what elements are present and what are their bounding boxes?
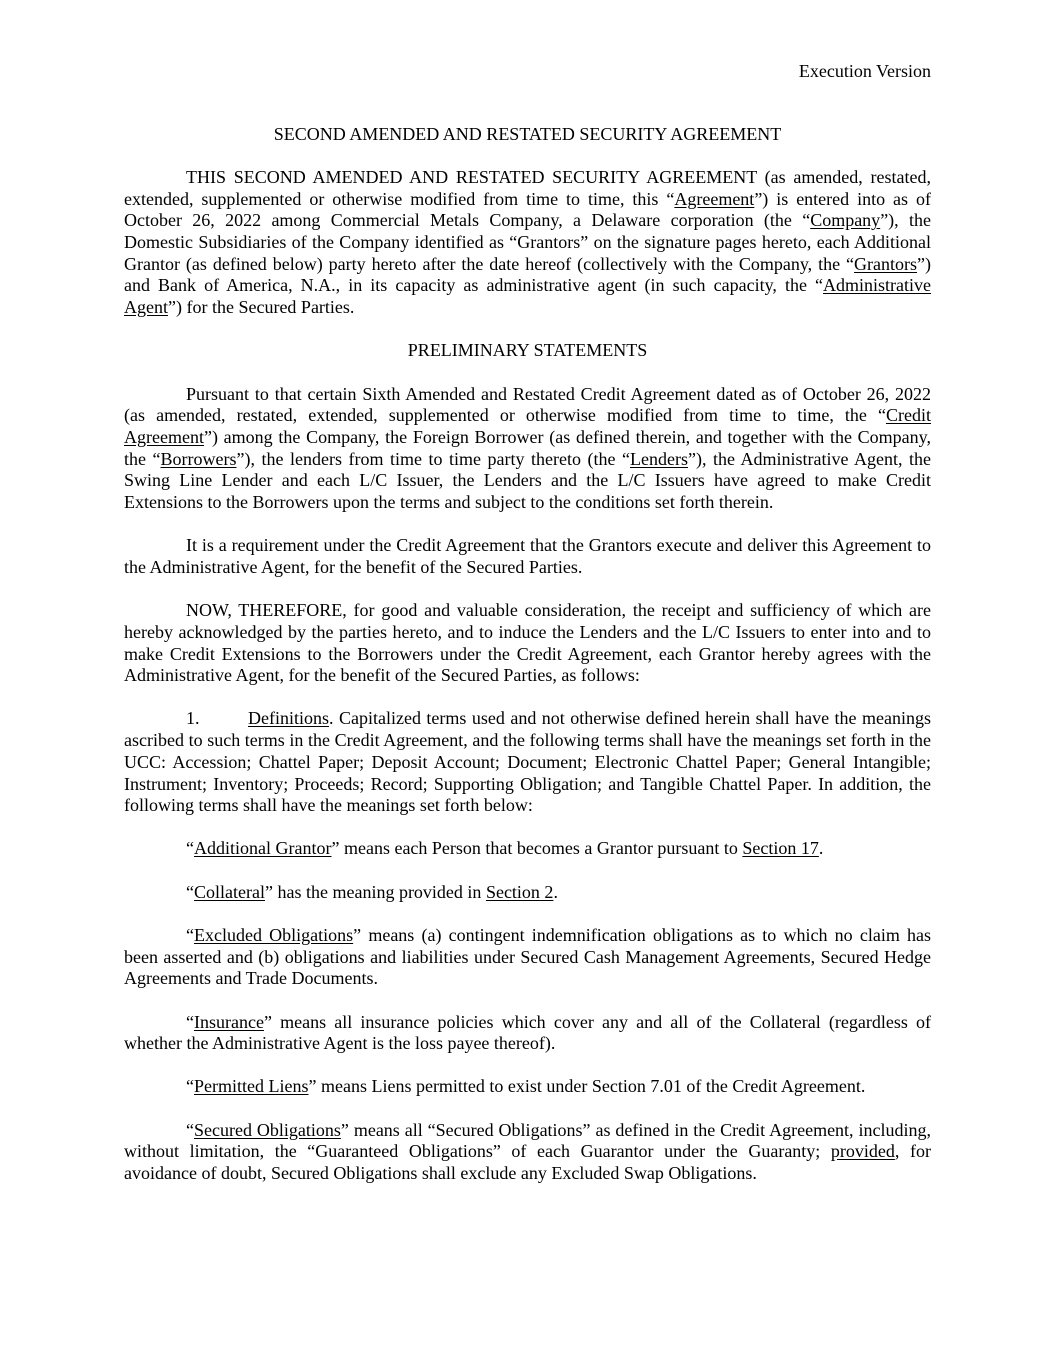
defined-term: provided	[830, 1141, 895, 1162]
text-run: ” means all insurance policies which cover any and all of the Collateral (regardless of whether the Administrative Agent is the loss payee thereof).	[124, 1011, 931, 1054]
defined-term: Collateral	[194, 881, 265, 902]
text-run: .	[553, 881, 558, 902]
text-run: ” means (a) contingent indemnification obligations as to which no claim has been asserted and (b) obligations and liabilities under Secured Cash Management Agreements, Secured Hedge Agreements and Trade Documents.	[124, 924, 931, 989]
defined-term: Section 17	[742, 838, 819, 859]
paragraph	[124, 167, 931, 319]
defined-term: Company	[810, 210, 881, 231]
text-run: ” means all “Secured Obligations” as defined in the Credit Agreement, including, without limitation, the “Guaranteed Obligations” of each Guarantor under the Guaranty;	[124, 1119, 931, 1162]
document-page	[124, 61, 931, 1206]
text-run: Pursuant to that certain Sixth Amended and Restated Credit Agreement dated as of October 26, 2022 (as amended, restated, extended, supplemented or otherwise modified from time to time, the “	[124, 383, 931, 426]
defined-term: Excluded Obligations	[194, 924, 354, 945]
text-run: ”), the lenders from time to time party thereto (the “	[236, 448, 630, 469]
text-run: It is a requirement under the Credit Agreement that the Grantors execute and deliver this Agreement to the Administrative Agent, for the benefit of the Secured Parties.	[124, 535, 931, 577]
text-run: ”) is entered into as of October 26, 2022 among Commercial Metals Company, a Delaware corporation (the “	[124, 188, 931, 231]
text-run: ” has the meaning provided in	[264, 881, 486, 902]
paragraph	[124, 925, 931, 990]
text-run: “	[186, 924, 194, 945]
document-body	[124, 167, 931, 1185]
text-run: “	[186, 1119, 194, 1140]
defined-term: Credit Agreement	[124, 405, 931, 447]
section-number: 1.	[186, 708, 200, 729]
paragraph	[124, 1076, 931, 1098]
text-run: ”) for the Secured Parties.	[168, 297, 355, 318]
text-run: . Capitalized terms used and not otherwise defined herein shall have the meanings ascribed to such terms in the Credit Agreement, and the following terms shall have the meanings set forth in the UCC: Accession; Chattel Paper; Deposit Account; Document; Electronic Chattel Paper; General Intangible; Instrument; Inventory; Proceeds; Record; Supporting Obligation; and Tangible Chattel Paper. In addition, the following terms shall have the meanings set forth below:	[124, 708, 931, 816]
text-run: “	[186, 881, 194, 902]
paragraph	[124, 1012, 931, 1055]
defined-term: Section 2	[485, 881, 554, 902]
defined-term: Grantors	[854, 253, 918, 274]
paragraph	[124, 1120, 931, 1185]
text-run: “	[186, 838, 194, 859]
execution-version-label: Execution Version	[798, 61, 931, 81]
text-run: THIS SECOND AMENDED AND RESTATED SECURITY AGREEMENT (as amended, restated, extended, supplemented or otherwise modified from time to time, this “	[124, 166, 931, 209]
text-run: .	[818, 838, 824, 859]
text-run: ”), the Domestic Subsidiaries of the Company identified as “Grantors” on the signature pages hereto, each Additional Grantor (as defined below) party hereto after the date hereof (collectively with the Company, the “	[124, 210, 931, 274]
text-run: , for avoidance of doubt, Secured Obligations shall exclude any Excluded Swap Obligations.	[124, 1141, 931, 1184]
paragraph	[124, 535, 931, 578]
text-run: “	[186, 1011, 194, 1032]
paragraph	[124, 838, 931, 860]
defined-term: Insurance	[194, 1011, 264, 1032]
text-run: PRELIMINARY STATEMENTS	[407, 340, 648, 361]
defined-term: Permitted Liens	[194, 1076, 309, 1097]
defined-term: Administrative Agent	[124, 275, 931, 318]
paragraph	[124, 600, 931, 687]
section-heading	[124, 340, 931, 362]
defined-term: Borrowers	[160, 448, 237, 469]
document-title: SECOND AMENDED AND RESTATED SECURITY AGREEMENT	[273, 123, 782, 144]
text-run: “	[186, 1076, 194, 1097]
text-run: ” means Liens permitted to exist under Section 7.01 of the Credit Agreement.	[308, 1076, 866, 1097]
defined-term: Definitions	[248, 708, 329, 729]
text-run: ” means each Person that becomes a Grantor pursuant to	[331, 838, 743, 859]
defined-term: Agreement	[674, 188, 755, 209]
text-run: NOW, THEREFORE, for good and valuable consideration, the receipt and sufficiency of which are hereby acknowledged by the parties hereto, and to induce the Lenders and the L/C Issuers to enter into and to make Credit Extensions to the Borrowers under the Credit Agreement, each Grantor hereby agrees with the Administrative Agent, for the benefit of the Secured Parties, as follows:	[124, 600, 931, 686]
text-run: ”) among the Company, the Foreign Borrower (as defined therein, and together with the Company, the “	[124, 426, 931, 469]
paragraph	[124, 384, 931, 514]
defined-term: Additional Grantor	[194, 838, 332, 859]
text-run: ”), the Administrative Agent, the Swing Line Lender and each L/C Issuer, the Lenders and the L/C Issuers have agreed to make Credit Extensions to the Borrowers upon the terms and subject to the conditions set forth therein.	[124, 448, 931, 513]
paragraph	[124, 708, 931, 817]
paragraph	[124, 882, 931, 904]
defined-term: Secured Obligations	[194, 1119, 341, 1140]
text-run: ”) and Bank of America, N.A., in its capacity as administrative agent (in such capacity, the “	[124, 253, 931, 296]
defined-term: Lenders	[630, 448, 688, 469]
